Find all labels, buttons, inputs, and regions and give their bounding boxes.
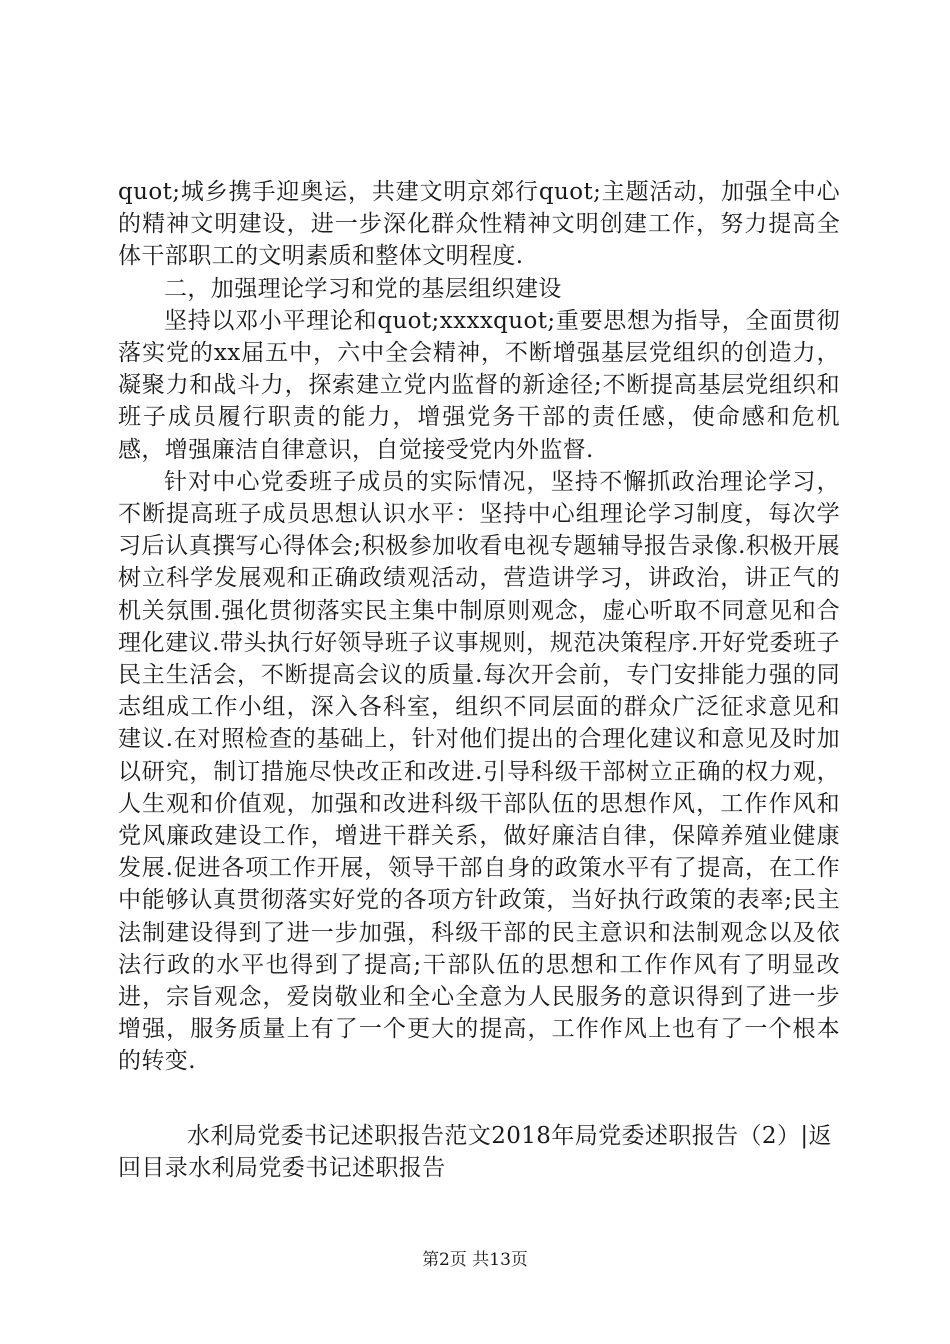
paragraph-activity-summary: quot;城乡携手迎奥运，共建文明京郊行quot;主题活动，加强全中心的精神文明建设，进一步深化群众性精神文明创建工作，努力提高全体干部职工的文明素质和整体文明程度. <box>118 179 840 270</box>
page-footer <box>0 1245 950 1270</box>
paragraph-leadership-team: 针对中心党委班子成员的实际情况，坚持不懈抓政治理论学习，不断提高班子成员思想认识水平：坚持中心组理论学习制度，每次学习后认真撰写心得体会;积极参加收看电视专题辅导报告录像.积极开展树立科学发展观和正确政绩观活动，营造讲学习，讲政治，讲正气的机关氛围.强化贯彻落实民主集中制原则观念，虚心听取不同意见和合理化建议.带头执行好领导班子议事规则，规范决策程序.开好党委班子民主生活会，不断提高会议的质量.每次开会前，专门安排能力强的同志组成工作小组，深入各科室，组织不同层面的群众广泛征求意见和建议.在对照检查的基础上，针对他们提出的合理化建议和意见及时加以研究，制订措施尽快改正和改进.引导科级干部树立正确的权力观，人生观和价值观，加强和改进科级干部队伍的思想作风，工作作风和党风廉政建设工作，增进干群关系，做好廉洁自律，保障养殖业健康发展.促进各项工作开展，领导干部自身的政策水平有了提高，在工作中能够认真贯彻落实好党的各项方针政策，当好执行政策的表率;民主法制建设得到了进一步加强，科级干部的民主意识和法制观念以及依法行政的水平也得到了提高;干部队伍的思想和工作作风有了明显改进，宗旨观念，爱岗敬业和全心全意为人民服务的意识得到了进一步增强，服务质量上有了一个更大的提高，工作作风上也有了一个根本的转变. <box>118 468 840 1075</box>
page-indicator: 第2页 共13页 <box>422 1250 528 1270</box>
related-links <box>118 1120 840 1184</box>
document-body <box>118 176 840 1078</box>
paragraph-theory-study: 坚持以邓小平理论和quot;xxxxquot;重要思想为指导，全面贯彻落实党的xx届五中，六中全会精神，不断增强基层党组织的创造力，凝聚力和战斗力，探索建立党内监督的新途径;不断提高基层党组织和班子成员履行职责的能力，增强党务干部的责任感，使命感和危机感，增强廉洁自律意识，自觉接受党内外监督. <box>118 307 840 463</box>
section-heading-two: 二，加强理论学习和党的基层组织建设 <box>164 275 562 302</box>
related-links-text: 水利局党委书记述职报告范文2018年局党委述职报告（2）|返回目录水利局党委书记述职报告 <box>118 1123 832 1182</box>
